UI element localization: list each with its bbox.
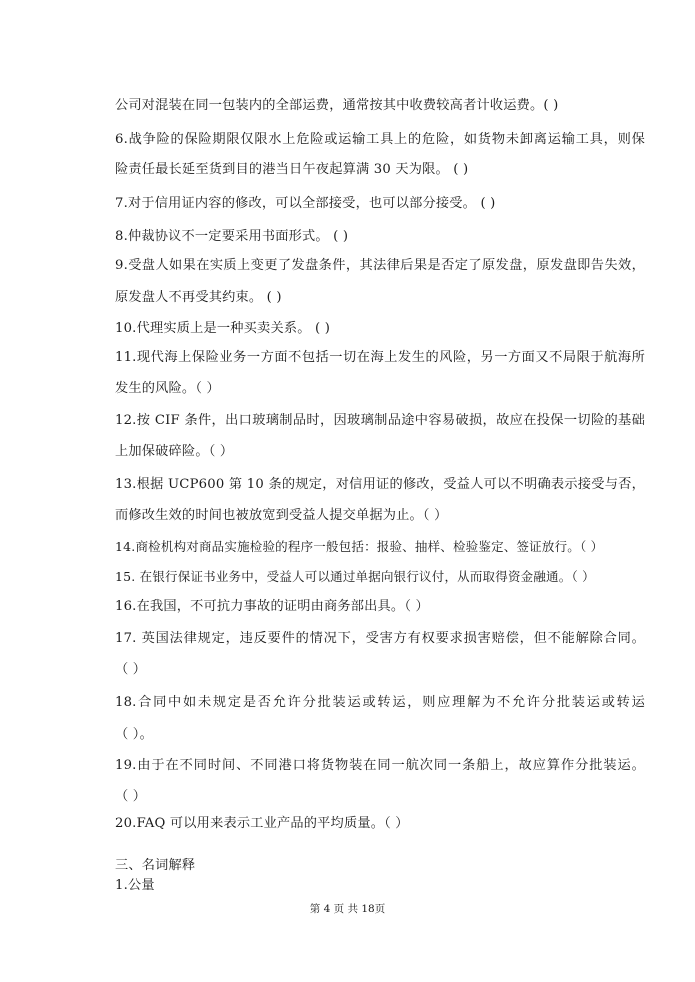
question-13-line-1: 13.根据 UCP600 第 10 条的规定，对信用证的修改，受益人可以不明确表示接受与否， bbox=[115, 477, 645, 492]
question-17-answer-blank: （ ） bbox=[115, 662, 147, 677]
question-6-line-1: 6.战争险的保险期限仅限水上危险或运输工具上的危险，如货物未卸离运输工具，则保 bbox=[115, 132, 645, 147]
question-15: 15. 在银行保证书业务中，受益人可以通过单据向银行议付，从而取得资金融通。（ ） bbox=[115, 569, 595, 584]
question-17-line-1: 17. 英国法律规定，违反要件的情况下，受害方有权要求损害赔偿，但不能解除合同。 bbox=[115, 631, 645, 646]
question-7: 7.对于信用证内容的修改，可以全部接受，也可以部分接受。 ( ) bbox=[115, 196, 496, 211]
question-18-line-1: 18.合同中如未规定是否允许分批装运或转运，则应理解为不允许分批装运或转运 bbox=[115, 695, 645, 710]
question-13-line-2: 而修改生效的时间也被放宽到受益人提交单据为止。（ ） bbox=[115, 508, 448, 523]
question-16: 16.在我国，不可抗力事故的证明由商务部出具。（ ） bbox=[115, 599, 429, 614]
question-19-line-1: 19.由于在不同时间、不同港口将货物装在同一航次同一条船上，故应算作分批装运。 bbox=[115, 758, 645, 773]
section-heading: 三、名词解释 bbox=[115, 858, 196, 873]
question-6-line-2: 险责任最长延至货到目的港当日午夜起算满 30 天为限。 ( ) bbox=[115, 162, 469, 177]
question-11-line-1: 11.现代海上保险业务一方面不包括一切在海上发生的风险，另一方面又不局限于航海所 bbox=[115, 350, 645, 365]
question-12-line-1: 12.按 CIF 条件，出口玻璃制品时，因玻璃制品途中容易破损，故应在投保一切险的基础 bbox=[115, 413, 645, 428]
question-8: 8.仲裁协议不一定要采用书面形式。 ( ) bbox=[115, 229, 349, 244]
question-10: 10.代理实质上是一种买卖关系。 ( ) bbox=[115, 321, 331, 336]
question-20: 20.FAQ 可以用来表示工业产品的平均质量。（ ） bbox=[115, 816, 409, 831]
page-footer: 第 4 页 共 18页 bbox=[309, 903, 386, 915]
question-14: 14.商检机构对商品实施检验的程序一般包括：报验、抽样、检验鉴定、签证放行。（ ） bbox=[115, 539, 604, 554]
text-line: 公司对混装在同一包装内的全部运费，通常按其中收费较高者计收运费。( ) bbox=[115, 98, 559, 113]
question-9-line-2: 原发盘人不再受其约束。 ( ) bbox=[115, 290, 282, 305]
question-12-line-2: 上加保破碎险。（ ） bbox=[115, 444, 234, 459]
question-9-line-1: 9.受盘人如果在实质上变更了发盘条件，其法律后果是否定了原发盘，原发盘即告失效， bbox=[115, 258, 645, 273]
question-11-line-2: 发生的风险。（ ） bbox=[115, 381, 220, 396]
question-19-answer-blank: （ ） bbox=[115, 789, 147, 804]
term-1: 1.公量 bbox=[115, 878, 155, 893]
question-18-answer-blank: （ ）。 bbox=[115, 727, 153, 742]
